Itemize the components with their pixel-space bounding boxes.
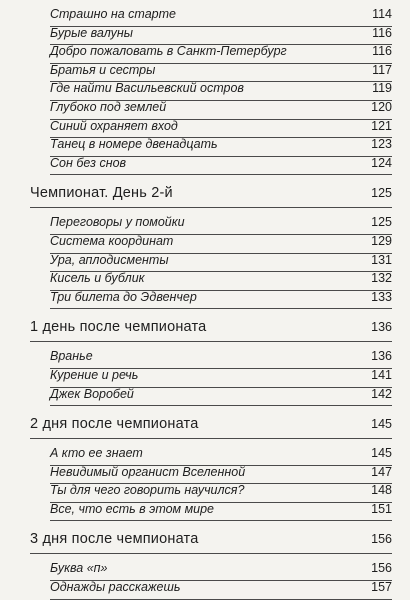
page-number: 121 (371, 118, 392, 133)
page-number: 147 (371, 464, 392, 479)
section-title: Чемпионат. День 2-й (30, 185, 173, 202)
toc-entry (50, 101, 392, 120)
toc-entry (50, 27, 392, 46)
page-number: 124 (371, 155, 392, 170)
toc-entry (50, 235, 392, 254)
page-number: 129 (371, 233, 392, 248)
entry-title: Глубоко под землей (50, 99, 167, 114)
entry-title: Синий охраняет вход (50, 118, 178, 133)
page-number: 145 (371, 446, 392, 461)
page-number: 119 (372, 81, 392, 96)
toc-entry (50, 8, 392, 27)
entry-title: Все, что есть в этом мире (50, 501, 215, 516)
page-number: 156 (371, 532, 392, 547)
entry-title: Бурые валуны (50, 25, 133, 40)
section-title: 1 день после чемпионата (30, 319, 207, 336)
toc-entry (50, 503, 392, 522)
page-number: 120 (371, 99, 392, 114)
toc-entry (50, 254, 392, 273)
page-number: 156 (371, 561, 392, 576)
page-number: 132 (371, 271, 392, 286)
toc-section (30, 417, 392, 439)
toc-entry (50, 447, 392, 466)
page-number: 145 (371, 417, 392, 432)
entry-title: Ты для чего говорить научился? (50, 483, 245, 498)
toc-entry (50, 466, 392, 485)
toc-entry (50, 581, 392, 600)
page-number: 157 (371, 580, 392, 595)
toc-entry (50, 291, 392, 310)
entry-title: Братья и сестры (50, 62, 156, 77)
entry-title: А кто ее знает (50, 446, 143, 461)
toc-entry (50, 157, 392, 176)
entry-title: Невидимый органист Вселенной (50, 464, 246, 479)
page-number: 125 (371, 215, 392, 230)
entry-title: Ура, аплодисменты (50, 252, 169, 267)
entry-title: Буква «п» (50, 561, 108, 576)
entry-title: Танец в номере двенадцать (50, 137, 218, 152)
entry-title: Страшно на старте (50, 7, 176, 21)
entry-title: Джек Воробей (50, 386, 134, 401)
toc-entry (50, 388, 392, 407)
entry-title: Система координат (50, 233, 174, 248)
page-number: 131 (371, 252, 392, 267)
toc-section (30, 320, 392, 342)
entry-title: Сон без снов (50, 155, 127, 170)
toc-entry (50, 562, 392, 581)
table-of-contents (30, 8, 392, 600)
page-number: 148 (371, 483, 392, 498)
section-title: 3 дня после чемпионата (30, 531, 199, 548)
toc-entry (50, 138, 392, 157)
toc-entry (50, 120, 392, 139)
page-number: 114 (372, 7, 392, 21)
entry-title: Добро пожаловать в Санкт-Петербург (50, 44, 287, 59)
page-number: 123 (371, 137, 392, 152)
entry-title: Вранье (50, 349, 93, 364)
page-number: 116 (372, 44, 392, 59)
toc-section (30, 532, 392, 554)
toc-entry (50, 64, 392, 83)
entry-title: Кисель и бублик (50, 271, 145, 286)
page-number: 142 (371, 386, 392, 401)
entry-title: Переговоры у помойки (50, 215, 185, 230)
page-number: 117 (372, 62, 392, 77)
page-number: 116 (372, 25, 392, 40)
page-number: 136 (371, 349, 392, 364)
toc-section (30, 186, 392, 208)
page-number: 125 (371, 186, 392, 201)
toc-entry (50, 216, 392, 235)
toc-entry (50, 369, 392, 388)
entry-title: Где найти Васильевский остров (50, 81, 244, 96)
entry-title: Три билета до Эдвенчер (50, 289, 197, 304)
toc-entry (50, 82, 392, 101)
page-number: 151 (371, 501, 392, 516)
toc-entry (50, 484, 392, 503)
toc-entry (50, 350, 392, 369)
toc-entry (50, 272, 392, 291)
entry-title: Курение и речь (50, 367, 139, 382)
toc-entry (50, 45, 392, 64)
page-number: 136 (371, 320, 392, 335)
page-number: 141 (371, 367, 392, 382)
section-title: 2 дня после чемпионата (30, 416, 199, 433)
entry-title: Однажды расскажешь (50, 580, 181, 595)
page-number: 133 (371, 289, 392, 304)
